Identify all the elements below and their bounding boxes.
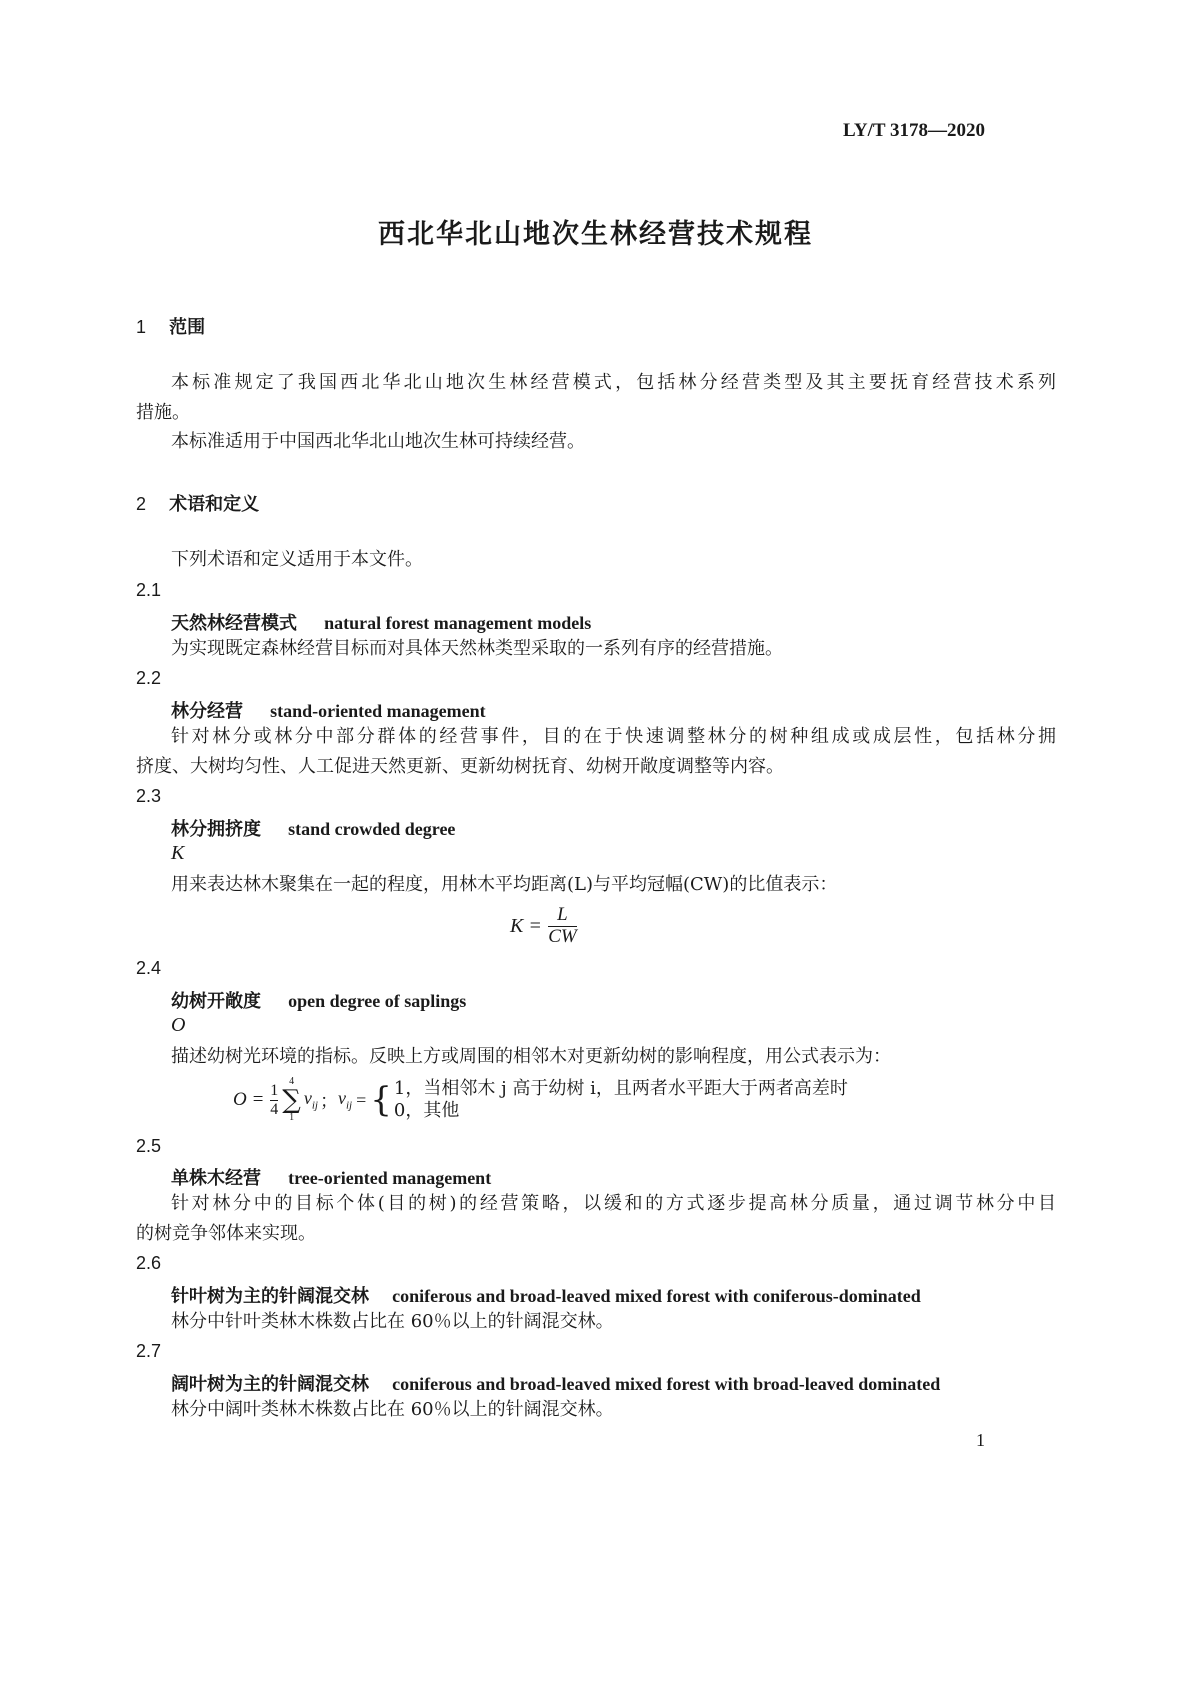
term-number: 2.7: [136, 1341, 162, 1361]
formula-crowded-degree: [510, 905, 577, 948]
term-definition: 用来表达林木聚集在一起的程度，用林木平均距离(L)与平均冠幅(CW)的比值表示：: [171, 874, 838, 895]
formula-term: $v_{ij}$: [303, 1088, 318, 1112]
term-heading: [171, 815, 455, 841]
term-definition-line-2: 挤度、大树均匀性、人工促进天然更新、更新幼树抚育、幼树开敞度调整等内容。: [136, 756, 784, 777]
term-english: coniferous and broad-leaved mixed forest with broad-leaved dominated: [392, 1374, 941, 1394]
term-english: natural forest management models: [324, 613, 592, 633]
section-2-heading: [136, 490, 259, 516]
term-heading: [171, 1370, 940, 1396]
document-title: 西北华北山地次生林经营技术规程: [378, 219, 813, 250]
term-english: stand-oriented management: [270, 701, 486, 721]
formula-separator: ；: [319, 1091, 338, 1112]
formula-numerator: L: [557, 904, 568, 925]
term-symbol: K: [171, 842, 185, 864]
section-title: 术语和定义: [169, 494, 260, 515]
section-number: 2: [136, 494, 147, 514]
formula-numerator: 1: [270, 1081, 279, 1099]
term-chinese: 林分经营: [171, 701, 243, 722]
formula-cases: [394, 1078, 848, 1122]
term-heading: [171, 697, 486, 723]
sum-lower-limit: 1: [289, 1112, 295, 1123]
term-number: 2.6: [136, 1253, 162, 1273]
term-definition: 林分中针叶类林木株数占比在 60％以上的针阔混交林。: [171, 1311, 614, 1332]
term-chinese: 幼树开敞度: [171, 991, 261, 1012]
term-symbol: O: [171, 1014, 186, 1036]
term-english: coniferous and broad-leaved mixed forest with coniferous-dominated: [392, 1286, 921, 1306]
formula-v-lhs: $v_{ij}$: [337, 1088, 353, 1112]
term-chinese: 林分拥挤度: [171, 819, 261, 840]
term-heading: [171, 609, 591, 635]
term-chinese: 针叶树为主的针阔混交林: [171, 1286, 369, 1307]
formula-case-1: 1，当相邻木 j 高于幼树 i，且两者水平距大于两者高差时: [393, 1078, 848, 1099]
formula-case-2: 0，其他: [393, 1100, 460, 1121]
term-definition-line-1: 针对林分或林分中部分群体的经营事件，目的在于快速调整林分的树种组成或成层性，包括林分拥: [171, 726, 1056, 747]
formula-brace: {: [370, 1080, 392, 1120]
term-definition: 为实现既定森林经营目标而对具体天然林类型采取的一系列有序的经营措施。: [171, 638, 783, 659]
scope-paragraph-line-2: 措施。: [136, 402, 190, 423]
term-number: 2.2: [136, 668, 162, 688]
term-english: tree-oriented management: [288, 1168, 492, 1188]
formula-open-degree: [233, 1070, 848, 1130]
term-chinese: 单株木经营: [171, 1168, 261, 1189]
section-title: 范围: [169, 317, 206, 338]
formula-fraction: [548, 905, 577, 948]
scope-paragraph-2: 本标准适用于中国西北华北山地次生林可持续经营。: [171, 431, 585, 452]
standard-code: LY/T 3178—2020: [842, 120, 985, 141]
formula-denominator: CW: [548, 925, 577, 947]
term-definition-line-1: 针对林分中的目标个体(目的树)的经营策略，以缓和的方式逐步提高林分质量，通过调节林分中目: [171, 1193, 1056, 1214]
term-english: open degree of saplings: [288, 991, 467, 1011]
formula-equals: =: [356, 1089, 367, 1110]
term-definition: 描述幼树光环境的指标。反映上方或周围的相邻木对更新幼树的影响程度，用公式表示为：: [171, 1046, 891, 1067]
terms-intro: 下列术语和定义适用于本文件。: [171, 549, 423, 570]
term-chinese: 天然林经营模式: [171, 613, 297, 634]
term-number: 2.3: [136, 786, 162, 806]
term-chinese: 阔叶树为主的针阔混交林: [171, 1374, 369, 1395]
term-number: 2.4: [136, 958, 162, 978]
formula-sum: [282, 1077, 301, 1123]
sum-upper-limit: 4: [289, 1076, 295, 1087]
formula-lhs: K =: [510, 914, 542, 937]
scope-paragraph-line-1: 本标准规定了我国西北华北山地次生林经营模式，包括林分经营类型及其主要抚育经营技术系列: [171, 372, 1056, 393]
page-number: 1: [976, 1430, 985, 1450]
sigma-symbol: ∑: [282, 1085, 301, 1115]
formula-denominator: 4: [270, 1100, 279, 1118]
term-definition-line-2: 的树竞争邻体来实现。: [136, 1223, 316, 1244]
term-heading: [171, 1164, 491, 1190]
term-english: stand crowded degree: [288, 819, 456, 839]
term-number: 2.1: [136, 580, 162, 600]
term-heading: [171, 987, 466, 1013]
formula-lhs: O =: [233, 1089, 265, 1110]
term-definition: 林分中阔叶类林木株数占比在 60％以上的针阔混交林。: [171, 1399, 614, 1420]
section-number: 1: [136, 317, 147, 337]
term-heading: [171, 1282, 921, 1308]
term-number: 2.5: [136, 1136, 162, 1156]
section-1-heading: [136, 313, 205, 339]
formula-fraction: [270, 1082, 278, 1118]
